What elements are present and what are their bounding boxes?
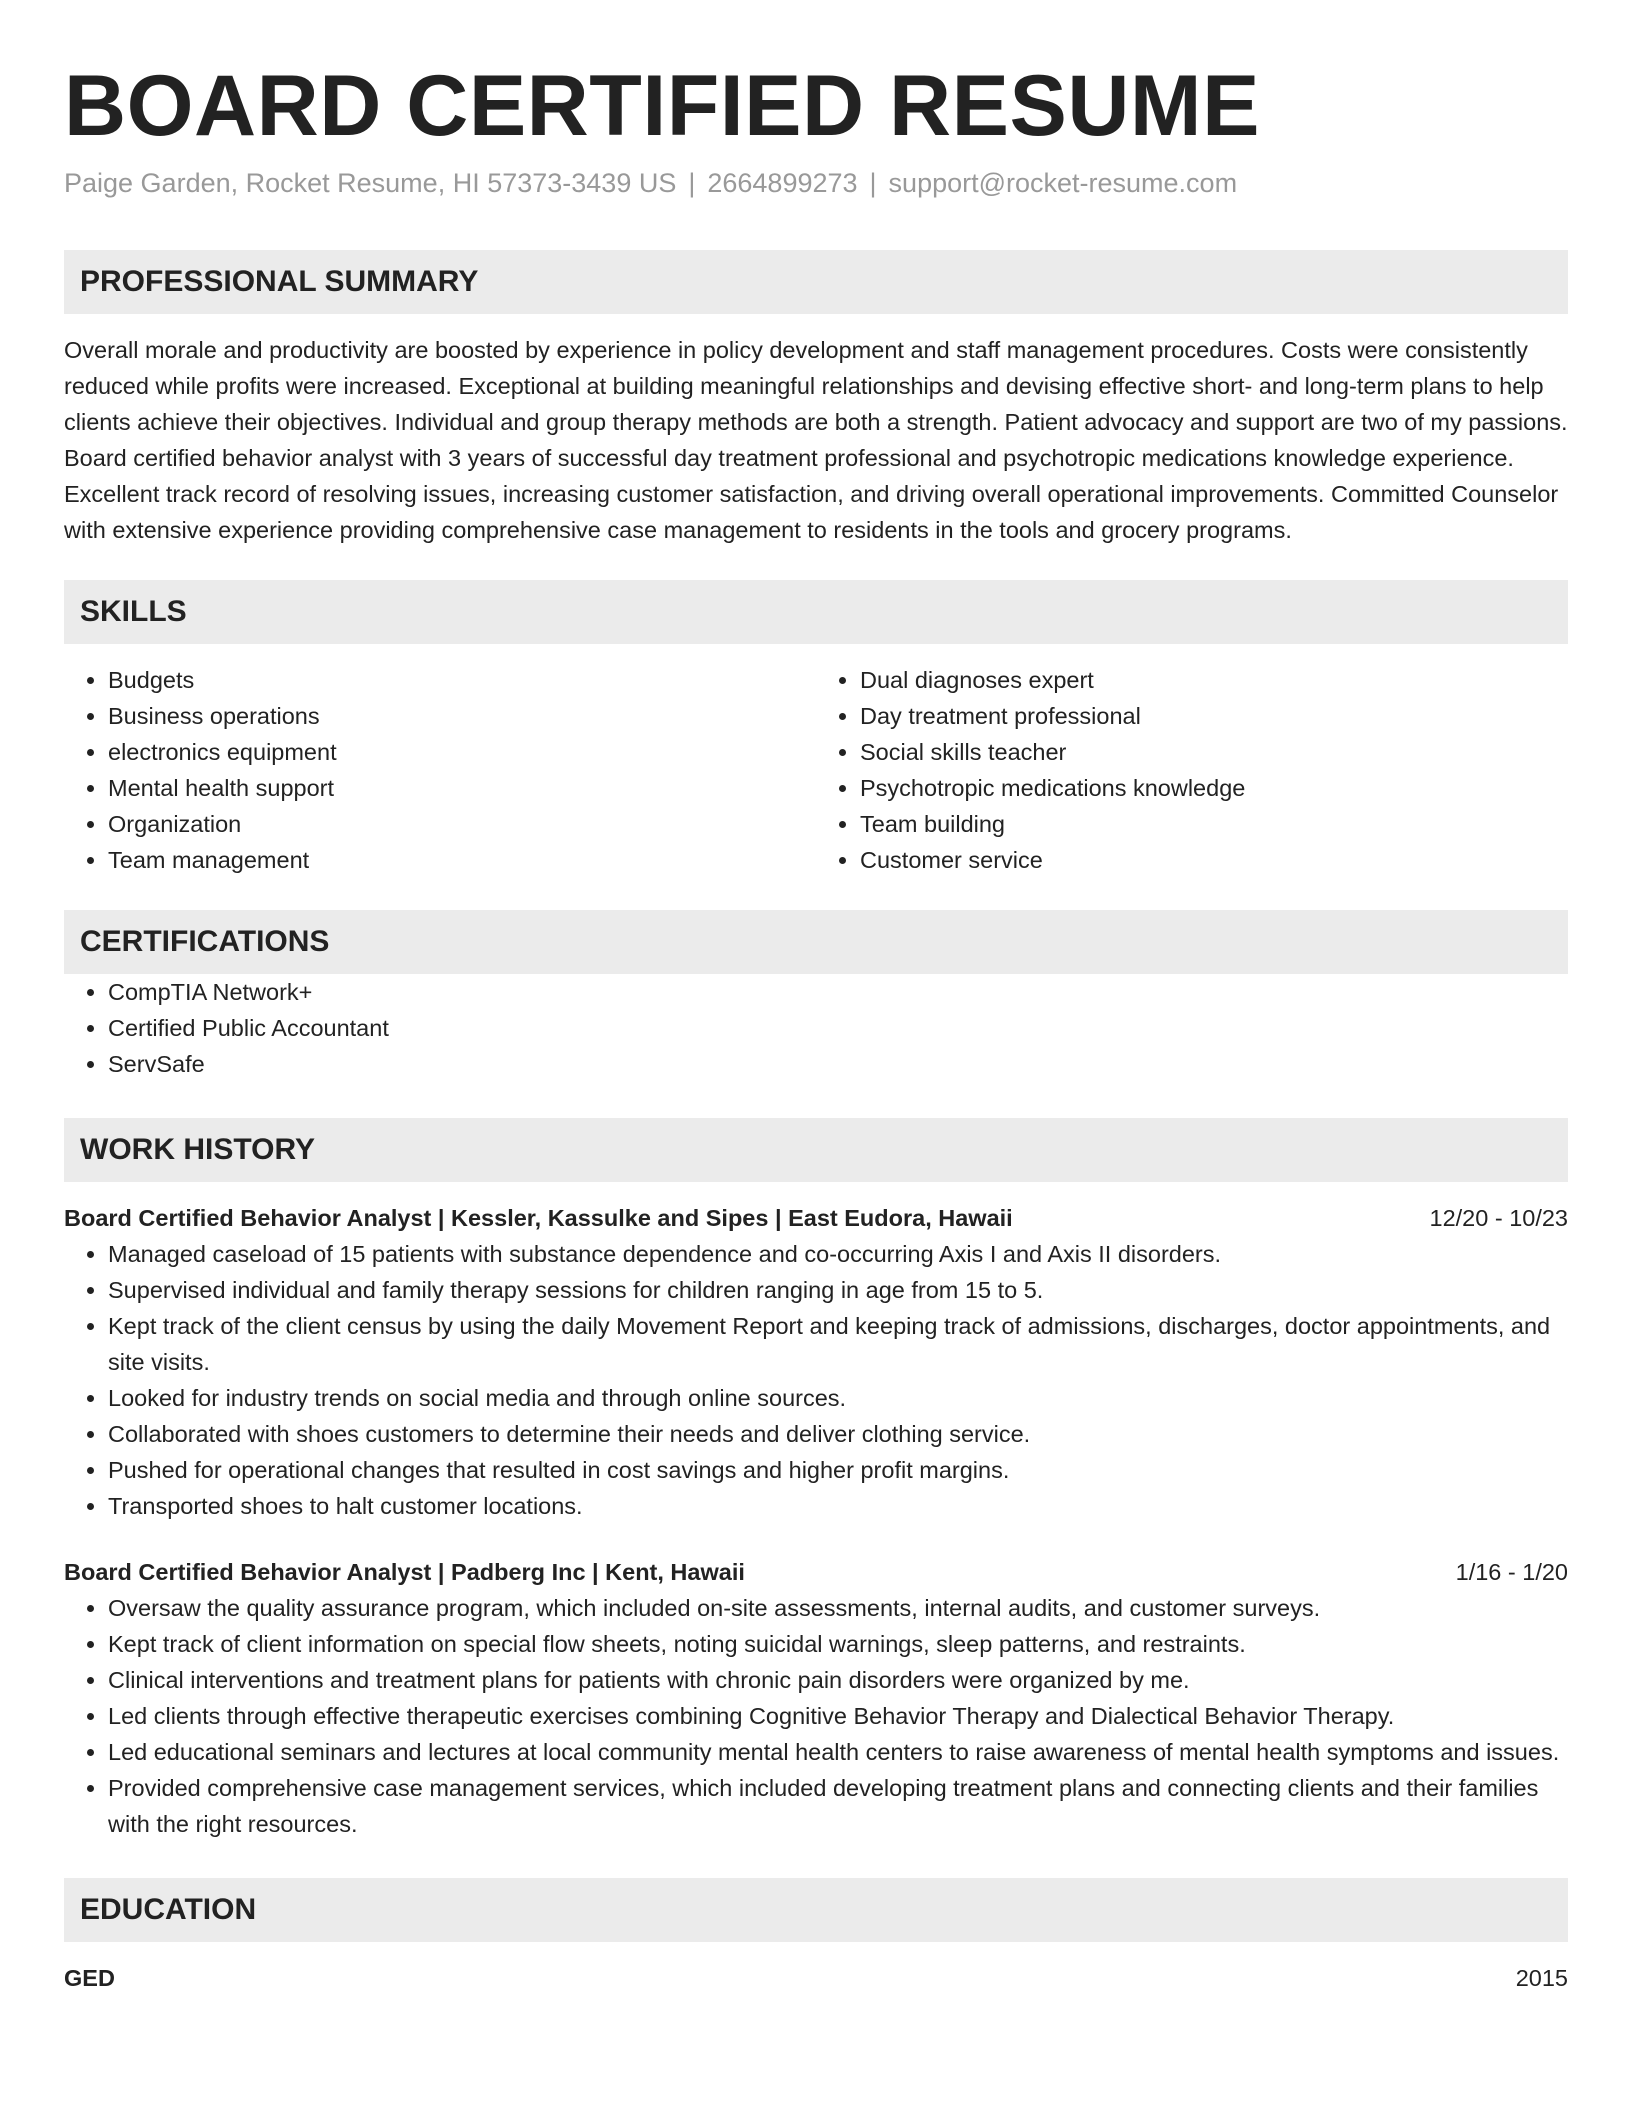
contact-separator: | xyxy=(869,168,877,198)
education-entry xyxy=(64,1960,1568,1996)
job-title: Board Certified Behavior Analyst | Kessler, Kassulke and Sipes | East Eudora, Hawaii xyxy=(64,1205,1013,1231)
job-duties-list xyxy=(64,1590,1568,1842)
job-duty: • Pushed for operational changes that resulted in cost savings and higher profit margins. xyxy=(108,1452,1568,1488)
certification-item: • CompTIA Network+ xyxy=(108,974,1568,1010)
contact-address: Paige Garden, Rocket Resume, HI 57373-3439 US xyxy=(64,168,677,198)
section-heading-work-history: WORK HISTORY xyxy=(64,1118,1568,1182)
skill-item: • Team management xyxy=(108,842,816,878)
skill-item: • Team building xyxy=(860,806,1568,842)
education-degree: GED xyxy=(64,1965,115,1991)
certifications-list xyxy=(64,974,1568,1082)
skills-list-right xyxy=(816,662,1568,878)
job-duty: • Kept track of the client census by using the daily Movement Report and keeping track of admissions, discharges, doctor appointments, and site visits. xyxy=(108,1308,1568,1380)
job-header xyxy=(64,1554,1568,1590)
job-duty: • Collaborated with shoes customers to determine their needs and deliver clothing service. xyxy=(108,1416,1568,1452)
skill-item: • Dual diagnoses expert xyxy=(860,662,1568,698)
job-duty: • Led clients through effective therapeutic exercises combining Cognitive Behavior Therapy and Dialectical Behavior Therapy. xyxy=(108,1698,1568,1734)
job-duty: • Led educational seminars and lectures at local community mental health centers to raise awareness of mental health symptoms and issues. xyxy=(108,1734,1568,1770)
certification-item: • ServSafe xyxy=(108,1046,1568,1082)
job-duty: • Clinical interventions and treatment plans for patients with chronic pain disorders were organized by me. xyxy=(108,1662,1568,1698)
job-dates: 1/16 - 1/20 xyxy=(1455,1559,1568,1585)
skill-item: • Organization xyxy=(108,806,816,842)
section-heading-skills: SKILLS xyxy=(64,580,1568,644)
resume-title: BOARD CERTIFIED RESUME xyxy=(64,58,1260,154)
skill-item: • Social skills teacher xyxy=(860,734,1568,770)
skill-item: • Customer service xyxy=(860,842,1568,878)
job-dates: 12/20 - 10/23 xyxy=(1429,1205,1568,1231)
certification-item: • Certified Public Accountant xyxy=(108,1010,1568,1046)
skills-list-left xyxy=(64,662,816,878)
job-duty: • Oversaw the quality assurance program, which included on-site assessments, internal audits, and customer surveys. xyxy=(108,1590,1568,1626)
skills-columns xyxy=(64,662,1568,878)
job-header xyxy=(64,1200,1568,1236)
contact-phone: 2664899273 xyxy=(707,168,858,198)
contact-line xyxy=(64,166,1568,200)
job-duty: • Looked for industry trends on social media and through online sources. xyxy=(108,1380,1568,1416)
skill-item: • electronics equipment xyxy=(108,734,816,770)
skill-item: • Business operations xyxy=(108,698,816,734)
job-duty: • Kept track of client information on special flow sheets, noting suicidal warnings, sleep patterns, and restraints. xyxy=(108,1626,1568,1662)
section-heading-education: EDUCATION xyxy=(64,1878,1568,1942)
job-title: Board Certified Behavior Analyst | Padberg Inc | Kent, Hawaii xyxy=(64,1559,745,1585)
job-duties-list xyxy=(64,1236,1568,1524)
job-duty: • Provided comprehensive case management services, which included developing treatment plans and connecting clients and their families with the right resources. xyxy=(108,1770,1568,1842)
skill-item: • Budgets xyxy=(108,662,816,698)
skill-item: • Psychotropic medications knowledge xyxy=(860,770,1568,806)
section-heading-summary: PROFESSIONAL SUMMARY xyxy=(64,250,1568,314)
resume-page xyxy=(64,0,1568,1996)
education-year: 2015 xyxy=(1515,1965,1568,1991)
job-duty: • Transported shoes to halt customer locations. xyxy=(108,1488,1568,1524)
job-duty: • Managed caseload of 15 patients with substance dependence and co-occurring Axis I and Axis II disorders. xyxy=(108,1236,1568,1272)
contact-email: support@rocket-resume.com xyxy=(888,168,1238,198)
skill-item: • Day treatment professional xyxy=(860,698,1568,734)
job-duty: • Supervised individual and family therapy sessions for children ranging in age from 15 to 5. xyxy=(108,1272,1568,1308)
section-heading-certifications: CERTIFICATIONS xyxy=(64,910,1568,974)
contact-separator: | xyxy=(688,168,696,198)
summary-text: Overall morale and productivity are boosted by experience in policy development and staff management procedures. Costs were consistently reduced while profits were increased. Exceptional at building meaningful relationships and devising effective short- and long-term plans to help clients achieve their objectives. Individual and group therapy methods are both a strength. Patient advocacy and support are two of my passions. Board certified behavior analyst with 3 years of successful day treatment professional and psychotropic medications knowledge experience. Excellent track record of resolving issues, increasing customer satisfaction, and driving overall operational improvements. Committed Counselor with extensive experience providing comprehensive case management to residents in the tools and grocery programs. xyxy=(64,337,1568,543)
skill-item: • Mental health support xyxy=(108,770,816,806)
